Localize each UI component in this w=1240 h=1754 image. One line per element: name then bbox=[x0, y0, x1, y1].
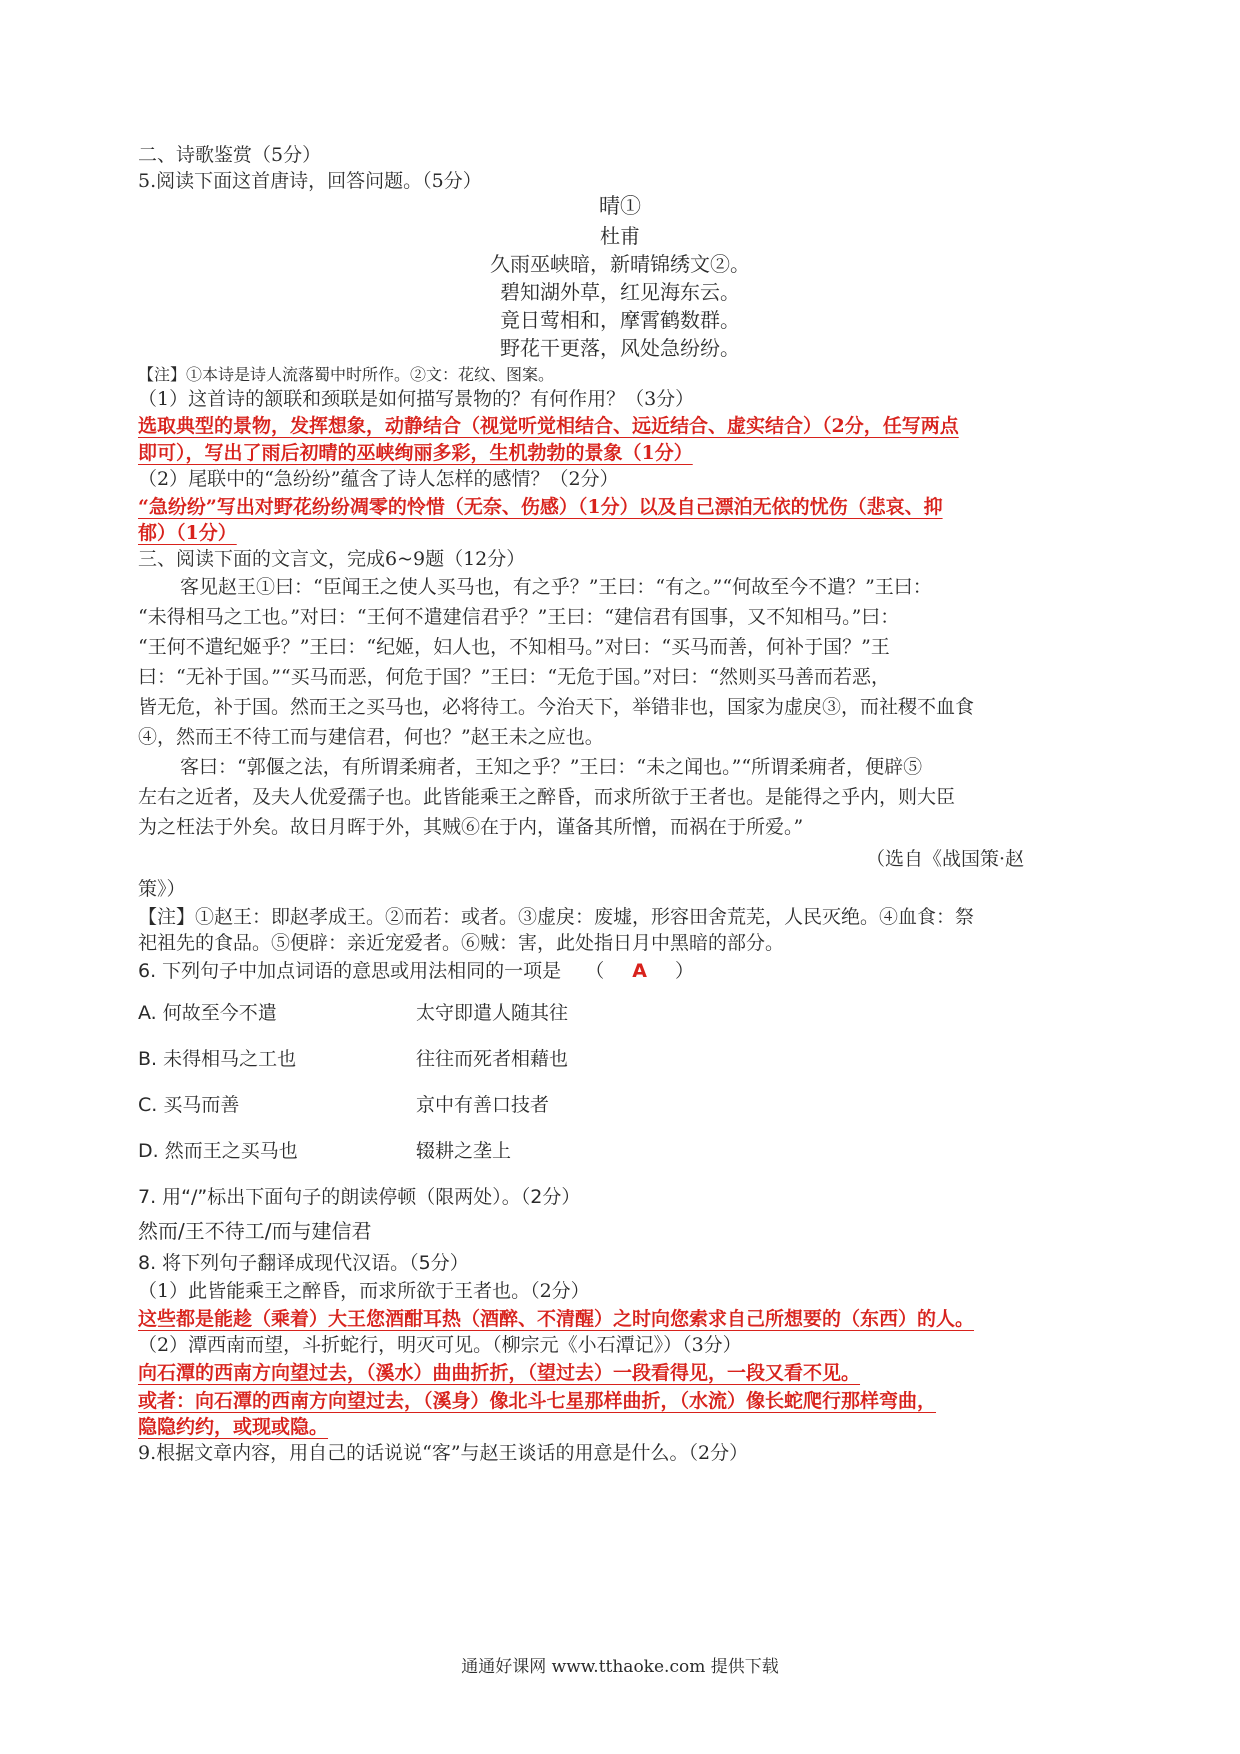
option-d-right: 辍耕之垄上 bbox=[416, 1140, 512, 1162]
option-b-right: 往往而死者相藉也 bbox=[416, 1048, 569, 1070]
passage-line: 客曰：“郭偃之法，有所谓柔痈者，王知之乎？”王曰：“未之闻也。”“所谓柔痈者，便辟⑤ bbox=[180, 756, 923, 778]
answer-8-2-line: 或者：向石潭的西南方向望过去，（溪身）像北斗七星那样曲折，（水流）像长蛇爬行那样弯曲， bbox=[138, 1390, 937, 1412]
passage-source: （选自《战国策·赵 bbox=[866, 848, 1025, 870]
poem-title: 晴① bbox=[599, 194, 641, 218]
question-9-stem: 9.根据文章内容，用自己的话说说“客”与赵王谈话的用意是什么。（2分） bbox=[138, 1442, 749, 1464]
option-a-left: A. 何故至今不遣 bbox=[138, 1002, 277, 1024]
poem-line: 竟日莺相和，摩霄鹤数群。 bbox=[500, 308, 740, 332]
passage-line: 曰：“无补于国。”“买马而恶，何危于国？”王曰：“无危于国。”对曰：“然则买马善而若恶， bbox=[138, 666, 890, 688]
poem-author: 杜甫 bbox=[600, 224, 640, 248]
poem-line: 久雨巫峡暗，新晴锦绣文②。 bbox=[490, 252, 750, 276]
section-3-heading: 三、阅读下面的文言文，完成6~9题（12分） bbox=[138, 548, 526, 570]
section-2-heading: 二、诗歌鉴赏（5分） bbox=[138, 144, 322, 166]
question-8-2: （2）潭西南而望，斗折蛇行，明灭可见。（柳宗元《小石潭记》）（3分） bbox=[138, 1334, 742, 1356]
question-5-1: （1）这首诗的颔联和颈联是如何描写景物的？有何作用？（3分） bbox=[138, 388, 695, 410]
option-c-left: C. 买马而善 bbox=[138, 1094, 240, 1116]
passage-line: “王何不遣纪姬乎？”王曰：“纪姬，妇人也，不知相马。”对曰：“买马而善，何补于国？”王 bbox=[138, 636, 890, 658]
footer-credit: 通通好课网 www.tthaoke.com 提供下载 bbox=[461, 1657, 779, 1677]
answer-paren-close: ） bbox=[675, 960, 695, 982]
question-8-stem: 8. 将下列句子翻译成现代汉语。（5分） bbox=[138, 1252, 469, 1274]
question-6-stem: 6. 下列句子中加点词语的意思或用法相同的一项是 bbox=[138, 960, 562, 982]
question-6 bbox=[138, 958, 1098, 984]
option-d-left: D. 然而王之买马也 bbox=[138, 1140, 298, 1162]
answer-8-2-line: 隐隐约约，或现或隐。 bbox=[138, 1416, 329, 1438]
poem-line: 野花干更落，风处急纷纷。 bbox=[500, 336, 740, 360]
passage-line: 为之枉法于外矣。故日月晖于外，其贼⑥在于内，谨备其所憎，而祸在于所爱。” bbox=[138, 816, 804, 838]
passage-line: 皆无危，补于国。然而王之买马也，必将待工。今治天下，举错非也，国家为虚戾③，而社稷不血食 bbox=[138, 696, 975, 718]
answer-paren-open: （ bbox=[585, 960, 605, 982]
answer-5-2-line: 郁）（1分） bbox=[138, 522, 237, 544]
poem-line: 碧知湖外草，红见海东云。 bbox=[500, 280, 740, 304]
question-7-answer: 然而/王不待工/而与建信君 bbox=[138, 1219, 372, 1243]
question-8-1: （1）此皆能乘王之醉昏，而求所欲于王者也。（2分） bbox=[138, 1280, 590, 1302]
poem-note: 【注】①本诗是诗人流落蜀中时所作。②文：花纹、图案。 bbox=[138, 365, 555, 384]
answer-8-1: 这些都是能趁（乘着）大王您酒酣耳热（酒醉、不清醒）之时向您索求自己所想要的（东西）的人。 bbox=[138, 1308, 975, 1330]
passage-note: 祀祖先的食品。⑤便辟：亲近宠爱者。⑥贼：害，此处指日月中黑暗的部分。 bbox=[138, 932, 785, 954]
question-5-stem: 5.阅读下面这首唐诗，回答问题。（5分） bbox=[138, 170, 482, 192]
option-a-right: 太守即遣人随其往 bbox=[416, 1002, 569, 1024]
passage-line: ④，然而王不待工而与建信君，何也？”赵王未之应也。 bbox=[138, 726, 604, 748]
answer-8-2-line: 向石潭的西南方向望过去，（溪水）曲曲折折，（望过去）一段看得见，一段又看不见。 bbox=[138, 1362, 861, 1384]
answer-5-2-line: “急纷纷”写出对野花纷纷凋零的怜惜（无奈、伤感）（1分）以及自己漂泊无依的忧伤（悲哀、抑 bbox=[138, 496, 943, 518]
option-c-right: 京中有善口技者 bbox=[416, 1094, 550, 1116]
option-b-left: B. 未得相马之工也 bbox=[138, 1048, 297, 1070]
passage-line: “未得相马之工也。”对曰：“王何不遣建信君乎？”王曰：“建信君有国事，又不知相马。”曰： bbox=[138, 606, 900, 628]
passage-line: 客见赵王①曰：“臣闻王之使人买马也，有之乎？”王曰：“有之。”“何故至今不遣？”王曰： bbox=[180, 576, 932, 598]
answer-5-1-line: 选取典型的景物，发挥想象，动静结合（视觉听觉相结合、远近结合、虚实结合）（2分，任写两点 bbox=[138, 415, 959, 437]
question-5-2: （2）尾联中的“急纷纷”蕴含了诗人怎样的感情？（2分） bbox=[138, 468, 619, 490]
question-6-answer: A bbox=[632, 960, 647, 982]
question-7-stem: 7. 用“/”标出下面句子的朗读停顿（限两处）。（2分） bbox=[138, 1186, 581, 1208]
passage-source: 策》） bbox=[138, 878, 186, 900]
answer-5-1-line: 即可），写出了雨后初晴的巫峡绚丽多彩，生机勃勃的景象（1分） bbox=[138, 442, 693, 464]
passage-line: 左右之近者，及夫人优爱孺子也。此皆能乘王之醉昏，而求所欲于王者也。是能得之乎内，则大臣 bbox=[138, 786, 956, 808]
passage-note: 【注】①赵王：即赵孝成王。②而若：或者。③虚戾：废墟，形容田舍荒芜，人民灭绝。④血食：祭 bbox=[138, 906, 975, 928]
